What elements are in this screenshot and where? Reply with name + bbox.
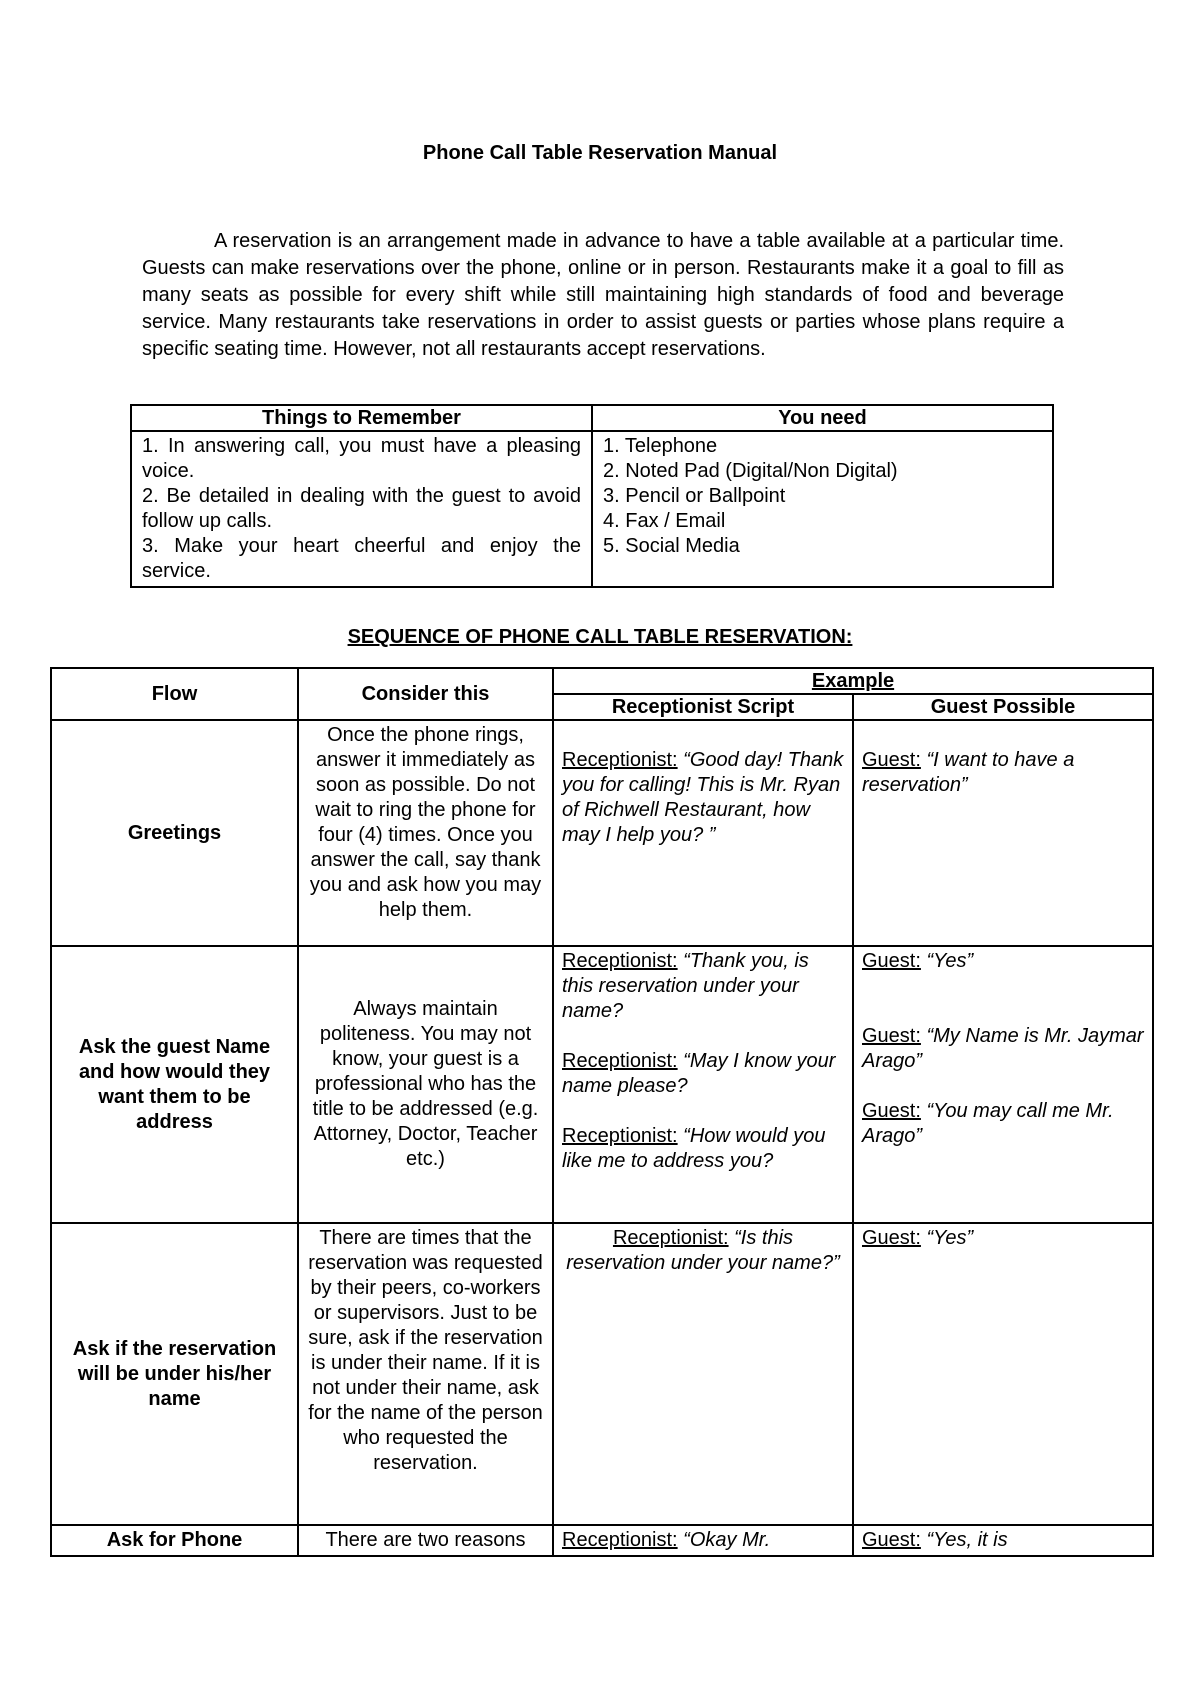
consider-cell: Once the phone rings, answer it immediately as soon as possible. Do not wait to ring the phone for four (4) times. Once you answer the call, say thank you and ask how you may help them. [298, 720, 553, 946]
speaker-label: Receptionist: [562, 1529, 678, 1551]
dialogue-text: “May I know your name please? [562, 1050, 836, 1097]
need-item: 4. Fax / Email [603, 510, 726, 532]
dialogue-text: “How would you like me to address you? [562, 1125, 826, 1172]
receptionist-cell [553, 720, 853, 946]
speaker-label: Guest: [862, 950, 921, 972]
speaker-label: Receptionist: [562, 749, 678, 771]
need-list [592, 431, 1053, 587]
speaker-label: Guest: [862, 1227, 921, 1249]
dialogue-text: “Thank you, is this reservation under your name? [562, 950, 809, 1022]
dialogue-text: “Yes” [920, 950, 974, 972]
guest-line [862, 748, 1144, 798]
guest-line [862, 1024, 1144, 1074]
sequence-table [50, 667, 1154, 1557]
consider-cell: There are two reasons [298, 1525, 553, 1556]
speaker-label: Guest: [862, 749, 921, 771]
need-header: You need [592, 405, 1053, 431]
sequence-heading: SEQUENCE OF PHONE CALL TABLE RESERVATION: [347, 626, 853, 648]
example-header: Example [553, 668, 1153, 694]
table-row [51, 1525, 1153, 1556]
need-item: 1. Telephone [603, 435, 718, 457]
receptionist-cell [553, 946, 853, 1223]
dialogue-text: “Yes” [920, 1227, 974, 1249]
guest-possible-header: Guest Possible [853, 694, 1153, 720]
guest-cell [853, 720, 1153, 946]
table-row [51, 720, 1153, 946]
dialogue-text: “Good day! Thank you for calling! This is Mr. Ryan of Richwell Restaurant, how may I help you? ” [562, 749, 844, 846]
remember-item: 2. Be detailed in dealing with the guest to avoid follow up calls. [142, 485, 581, 532]
table-row [51, 1223, 1153, 1525]
consider-cell: Always maintain politeness. You may not know, your guest is a professional who has the title to be addressed (e.g. Attorney, Doctor, Teacher etc.) [298, 946, 553, 1223]
guest-line [862, 1099, 1144, 1149]
guest-line [862, 949, 1144, 974]
intro-paragraph: A reservation is an arrangement made in advance to have a table available at a particular time. Guests can make reservations over the phone, online or in person. Restaurants make it a goal to fill as many seats as possible for every shift while still maintaining high standards of food and beverage service. Many restaurants take reservations in order to assist guests or parties whose plans require a specific seating time. However, not all restaurants accept reservations. [142, 230, 1064, 360]
receptionist-cell [553, 1525, 853, 1556]
page-title: Phone Call Table Reservation Manual [422, 142, 778, 164]
speaker-label: Receptionist: [562, 950, 678, 972]
dialogue-text: “Is this reservation under your name?” [566, 1227, 840, 1274]
dialogue-text: “I want to have a reservation” [862, 749, 1075, 796]
flow-cell: Ask if the reservation will be under his/her name [51, 1223, 298, 1525]
flow-header: Flow [51, 668, 298, 720]
remember-header: Things to Remember [131, 405, 592, 431]
dialogue-text: “Yes, it is [920, 1529, 1008, 1551]
receptionist-cell [553, 1223, 853, 1525]
speaker-label: Guest: [862, 1529, 921, 1551]
dialogue-text: “Okay Mr. [677, 1529, 771, 1551]
receptionist-line [562, 1226, 844, 1276]
speaker-label: Guest: [862, 1100, 921, 1122]
dialogue-text: “My Name is Mr. Jaymar Arago” [862, 1025, 1144, 1072]
consider-cell: There are times that the reservation was requested by their peers, co-workers or supervisors. Just to be sure, ask if the reservation is under their name. If it is not under their name, ask for the name of the person who requested the reservation. [298, 1223, 553, 1525]
need-item: 5. Social Media [603, 535, 740, 557]
speaker-label: Receptionist: [562, 1050, 678, 1072]
receptionist-line [562, 748, 844, 848]
need-item: 2. Noted Pad (Digital/Non Digital) [603, 460, 898, 482]
guest-cell [853, 1525, 1153, 1556]
guest-cell [853, 946, 1153, 1223]
guest-line [862, 1528, 1144, 1553]
receptionist-line [562, 1528, 844, 1553]
consider-header: Consider this [298, 668, 553, 720]
dialogue-text: “You may call me Mr. Arago” [862, 1100, 1114, 1147]
need-item: 3. Pencil or Ballpoint [603, 485, 786, 507]
receptionist-line [562, 949, 844, 1024]
receptionist-line [562, 1124, 844, 1174]
guest-line [862, 1226, 1144, 1251]
flow-cell: Ask the guest Name and how would they want them to be address [51, 946, 298, 1223]
remember-item: 3. Make your heart cheerful and enjoy the service. [142, 535, 581, 582]
receptionist-script-header: Receptionist Script [553, 694, 853, 720]
flow-cell: Ask for Phone [51, 1525, 298, 1556]
table-row [51, 946, 1153, 1223]
speaker-label: Receptionist: [562, 1125, 678, 1147]
speaker-label: Guest: [862, 1025, 921, 1047]
things-to-remember-table [130, 404, 1054, 588]
receptionist-line [562, 1049, 844, 1099]
remember-item: 1. In answering call, you must have a pleasing voice. [142, 435, 581, 482]
flow-cell: Greetings [51, 720, 298, 946]
remember-list [131, 431, 592, 587]
guest-cell [853, 1223, 1153, 1525]
speaker-label: Receptionist: [612, 1227, 729, 1249]
